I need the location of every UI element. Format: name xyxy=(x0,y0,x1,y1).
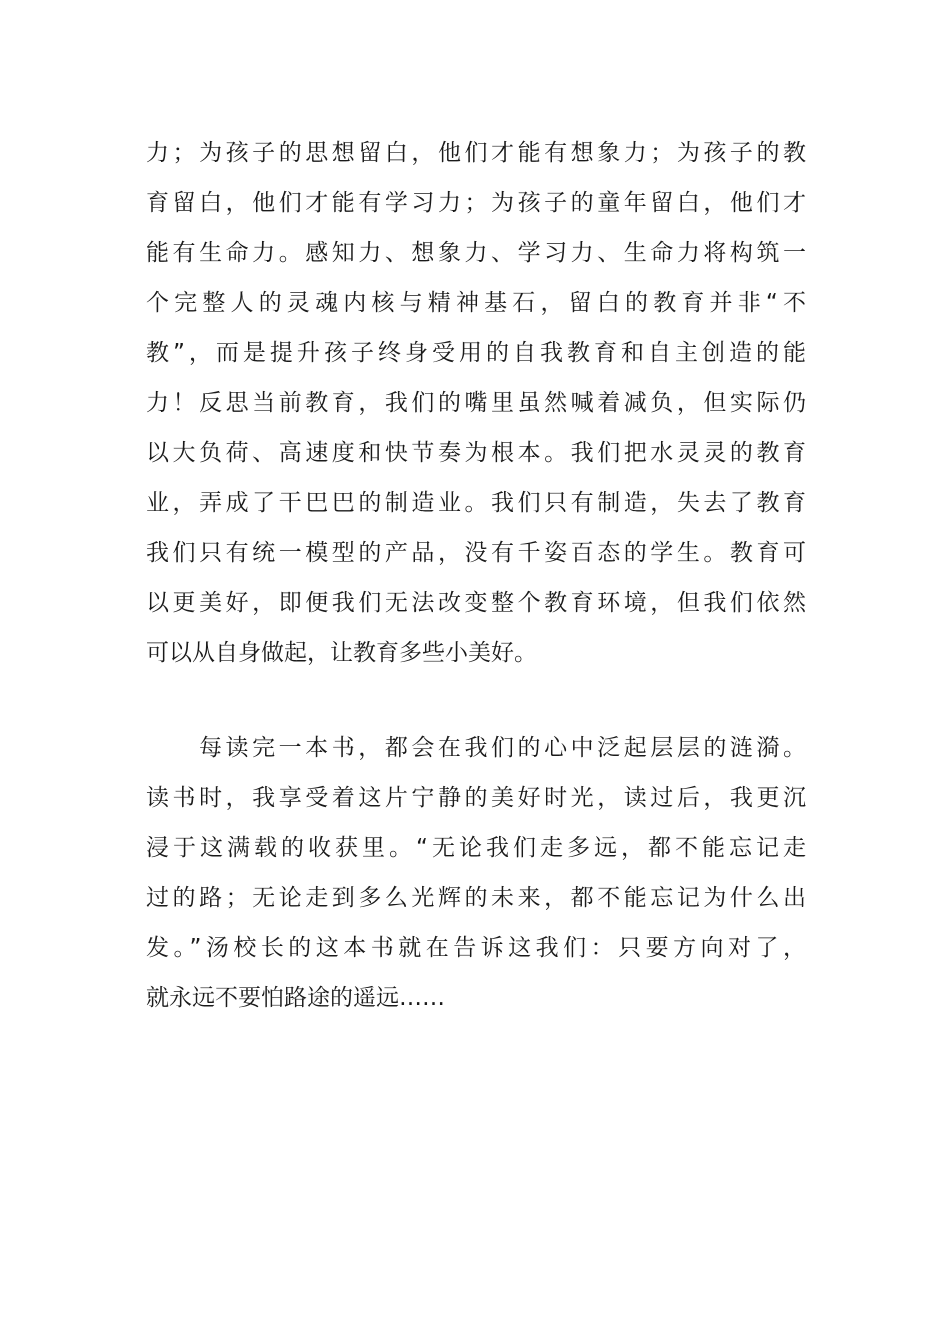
text-line: 以大负荷、高速度和快节奏为根本。我们把水灵灵的教育 xyxy=(146,440,806,466)
text-line: 读书时，我享受着这片宁静的美好时光，读过后，我更沉 xyxy=(146,785,806,811)
text-line: 能有生命力。感知力、想象力、学习力、生命力将构筑一 xyxy=(146,240,806,266)
text-line: 发。”汤校长的这本书就在告诉这我们：只要方向对了， xyxy=(146,935,806,961)
text-line: 个完整人的灵魂内核与精神基石，留白的教育并非“不 xyxy=(146,290,806,316)
body-paragraph-1 xyxy=(146,128,806,678)
text-line: 可以从自身做起，让教育多些小美好。 xyxy=(146,640,537,666)
text-line: 业，弄成了干巴巴的制造业。我们只有制造，失去了教育 xyxy=(146,490,806,516)
text-line: 每读完一本书，都会在我们的心中泛起层层的涟漪。 xyxy=(199,735,806,761)
text-line: 就永远不要怕路途的遥远…… xyxy=(146,985,445,1011)
text-line: 力；为孩子的思想留白，他们才能有想象力；为孩子的教 xyxy=(146,140,806,166)
body-paragraph-2 xyxy=(146,723,806,1023)
text-line: 以更美好，即便我们无法改变整个教育环境，但我们依然 xyxy=(146,590,806,616)
text-line: 力！反思当前教育，我们的嘴里虽然喊着减负，但实际仍 xyxy=(146,390,806,416)
text-line: 过的路；无论走到多么光辉的未来，都不能忘记为什么出 xyxy=(146,885,806,911)
text-line: 育留白，他们才能有学习力；为孩子的童年留白，他们才 xyxy=(146,190,806,216)
text-line: 我们只有统一模型的产品，没有千姿百态的学生。教育可 xyxy=(146,540,806,566)
text-line: 教”，而是提升孩子终身受用的自我教育和自主创造的能 xyxy=(146,340,806,366)
text-line: 浸于这满载的收获里。“无论我们走多远，都不能忘记走 xyxy=(146,835,806,861)
